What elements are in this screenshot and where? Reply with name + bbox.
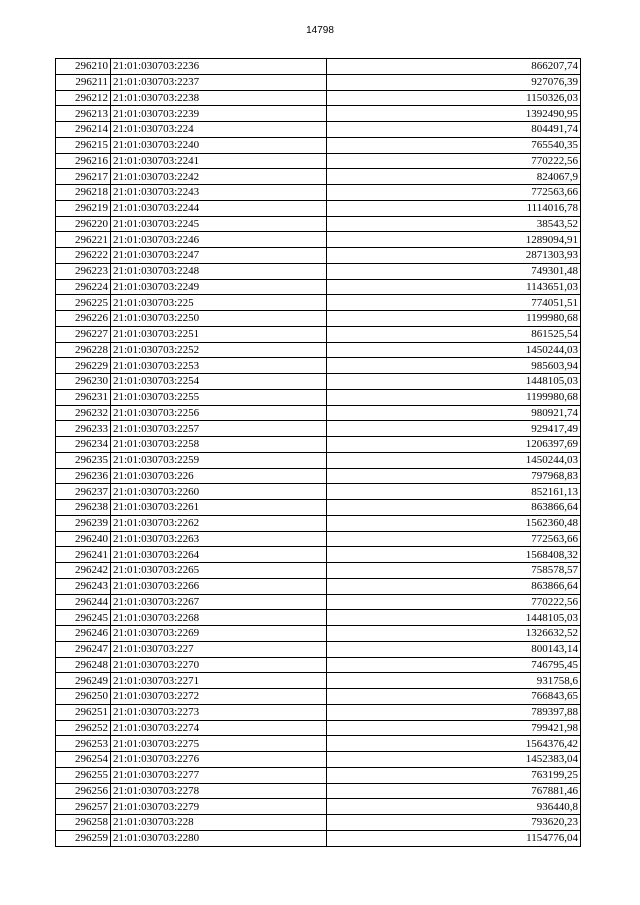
- cadastral-value: 1450244,03: [327, 342, 581, 358]
- table-row: [56, 484, 581, 500]
- row-number: 296258: [56, 815, 111, 831]
- table-row: [56, 452, 581, 468]
- table-row: [56, 783, 581, 799]
- cadastral-number: 21:01:030703:2278: [111, 783, 327, 799]
- page-number: 14798: [306, 25, 334, 36]
- table-row: [56, 389, 581, 405]
- cadastral-value: 38543,52: [327, 216, 581, 232]
- cadastral-value: 1150326,03: [327, 90, 581, 106]
- table-row: [56, 767, 581, 783]
- cadastral-number: 21:01:030703:228: [111, 815, 327, 831]
- cadastral-value: 797968,83: [327, 468, 581, 484]
- cadastral-number: 21:01:030703:2242: [111, 169, 327, 185]
- cadastral-value: 985603,94: [327, 358, 581, 374]
- row-number: 296227: [56, 326, 111, 342]
- row-number: 296248: [56, 657, 111, 673]
- table-row: [56, 106, 581, 122]
- row-number: 296226: [56, 311, 111, 327]
- table-row: [56, 547, 581, 563]
- cadastral-value: 1326632,52: [327, 626, 581, 642]
- row-number: 296238: [56, 500, 111, 516]
- cadastral-number: 21:01:030703:2239: [111, 106, 327, 122]
- table-row: [56, 342, 581, 358]
- cadastral-value: 770222,56: [327, 594, 581, 610]
- row-number: 296221: [56, 232, 111, 248]
- cadastral-number: 21:01:030703:224: [111, 122, 327, 138]
- cadastral-number: 21:01:030703:2277: [111, 767, 327, 783]
- table-row: [56, 736, 581, 752]
- row-number: 296254: [56, 752, 111, 768]
- cadastral-number: 21:01:030703:2237: [111, 74, 327, 90]
- cadastral-number: 21:01:030703:2252: [111, 342, 327, 358]
- row-number: 296224: [56, 279, 111, 295]
- cadastral-value: 1206397,69: [327, 437, 581, 453]
- table-row: [56, 815, 581, 831]
- table-row: [56, 720, 581, 736]
- cadastral-value: 936440,8: [327, 799, 581, 815]
- table-row: [56, 437, 581, 453]
- cadastral-value: 800143,14: [327, 641, 581, 657]
- table-row: [56, 295, 581, 311]
- cadastral-number: 21:01:030703:225: [111, 295, 327, 311]
- table-row: [56, 405, 581, 421]
- row-number: 296229: [56, 358, 111, 374]
- cadastral-number: 21:01:030703:2273: [111, 704, 327, 720]
- row-number: 296216: [56, 153, 111, 169]
- cadastral-value: 1564376,42: [327, 736, 581, 752]
- row-number: 296220: [56, 216, 111, 232]
- table-row: [56, 500, 581, 516]
- table-row: [56, 673, 581, 689]
- cadastral-value: 772563,66: [327, 531, 581, 547]
- row-number: 296240: [56, 531, 111, 547]
- cadastral-number: 21:01:030703:2267: [111, 594, 327, 610]
- cadastral-value: 1450244,03: [327, 452, 581, 468]
- table-row: [56, 374, 581, 390]
- cadastral-value: 2871303,93: [327, 248, 581, 264]
- row-number: 296218: [56, 185, 111, 201]
- cadastral-number: 21:01:030703:2280: [111, 830, 327, 846]
- table-row: [56, 153, 581, 169]
- table-row: [56, 200, 581, 216]
- row-number: 296256: [56, 783, 111, 799]
- cadastral-number: 21:01:030703:2258: [111, 437, 327, 453]
- cadastral-value: 1289094,91: [327, 232, 581, 248]
- cadastral-number: 21:01:030703:2275: [111, 736, 327, 752]
- cadastral-value: 758578,57: [327, 563, 581, 579]
- table-row: [56, 799, 581, 815]
- row-number: 296214: [56, 122, 111, 138]
- cadastral-number: 21:01:030703:2255: [111, 389, 327, 405]
- cadastral-value: 980921,74: [327, 405, 581, 421]
- table-row: [56, 248, 581, 264]
- cadastral-value: 863866,64: [327, 500, 581, 516]
- cadastral-value: 766843,65: [327, 689, 581, 705]
- cadastral-value: 1562360,48: [327, 515, 581, 531]
- cadastral-value: 1199980,68: [327, 389, 581, 405]
- cadastral-number: 21:01:030703:2253: [111, 358, 327, 374]
- cadastral-number: 21:01:030703:2240: [111, 137, 327, 153]
- cadastral-number: 21:01:030703:2245: [111, 216, 327, 232]
- row-number: 296250: [56, 689, 111, 705]
- cadastral-number: 21:01:030703:226: [111, 468, 327, 484]
- cadastral-value: 1568408,32: [327, 547, 581, 563]
- cadastral-number: 21:01:030703:2236: [111, 59, 327, 75]
- cadastral-number: 21:01:030703:2263: [111, 531, 327, 547]
- table-row: [56, 468, 581, 484]
- row-number: 296259: [56, 830, 111, 846]
- row-number: 296234: [56, 437, 111, 453]
- cadastral-value: 1448105,03: [327, 610, 581, 626]
- table-row: [56, 704, 581, 720]
- cadastral-value: 866207,74: [327, 59, 581, 75]
- cadastral-value: 772563,66: [327, 185, 581, 201]
- row-number: 296210: [56, 59, 111, 75]
- cadastral-number: 21:01:030703:2260: [111, 484, 327, 500]
- cadastral-value: 852161,13: [327, 484, 581, 500]
- cadastral-value: 767881,46: [327, 783, 581, 799]
- cadastral-value: 1114016,78: [327, 200, 581, 216]
- row-number: 296245: [56, 610, 111, 626]
- table-row: [56, 421, 581, 437]
- cadastral-value: 824067,9: [327, 169, 581, 185]
- row-number: 296228: [56, 342, 111, 358]
- row-number: 296247: [56, 641, 111, 657]
- cadastral-number: 21:01:030703:2251: [111, 326, 327, 342]
- table-row: [56, 122, 581, 138]
- table-row: [56, 326, 581, 342]
- cadastral-value: 770222,56: [327, 153, 581, 169]
- row-number: 296249: [56, 673, 111, 689]
- row-number: 296253: [56, 736, 111, 752]
- cadastral-number: 21:01:030703:2257: [111, 421, 327, 437]
- cadastral-number: 21:01:030703:2256: [111, 405, 327, 421]
- cadastral-value: 1452383,04: [327, 752, 581, 768]
- row-number: 296237: [56, 484, 111, 500]
- cadastral-number: 21:01:030703:2248: [111, 263, 327, 279]
- cadastral-value: 861525,54: [327, 326, 581, 342]
- cadastral-number: 21:01:030703:2269: [111, 626, 327, 642]
- cadastral-value: 774051,51: [327, 295, 581, 311]
- cadastral-value: 765540,35: [327, 137, 581, 153]
- row-number: 296246: [56, 626, 111, 642]
- table-row: [56, 515, 581, 531]
- cadastral-number: 21:01:030703:2265: [111, 563, 327, 579]
- cadastral-value: 1199980,68: [327, 311, 581, 327]
- table-row: [56, 563, 581, 579]
- row-number: 296251: [56, 704, 111, 720]
- cadastral-number: 21:01:030703:2249: [111, 279, 327, 295]
- cadastral-number: 21:01:030703:2274: [111, 720, 327, 736]
- row-number: 296241: [56, 547, 111, 563]
- row-number: 296222: [56, 248, 111, 264]
- table-row: [56, 137, 581, 153]
- cadastral-value: 1154776,04: [327, 830, 581, 846]
- cadastral-number: 21:01:030703:227: [111, 641, 327, 657]
- cadastral-value: 1143651,03: [327, 279, 581, 295]
- cadastral-value: 863866,64: [327, 578, 581, 594]
- cadastral-number: 21:01:030703:2250: [111, 311, 327, 327]
- cadastral-value: 804491,74: [327, 122, 581, 138]
- cadastral-number: 21:01:030703:2246: [111, 232, 327, 248]
- cadastral-value: 1392490,95: [327, 106, 581, 122]
- cadastral-number: 21:01:030703:2262: [111, 515, 327, 531]
- cadastral-number: 21:01:030703:2243: [111, 185, 327, 201]
- cadastral-number: 21:01:030703:2247: [111, 248, 327, 264]
- cadastral-number: 21:01:030703:2266: [111, 578, 327, 594]
- table-row: [56, 641, 581, 657]
- row-number: 296257: [56, 799, 111, 815]
- table-row: [56, 657, 581, 673]
- table-row: [56, 752, 581, 768]
- cadastral-value: 749301,48: [327, 263, 581, 279]
- row-number: 296232: [56, 405, 111, 421]
- table-row: [56, 626, 581, 642]
- cadastral-value: 1448105,03: [327, 374, 581, 390]
- row-number: 296213: [56, 106, 111, 122]
- cadastral-number: 21:01:030703:2268: [111, 610, 327, 626]
- row-number: 296244: [56, 594, 111, 610]
- cadastral-number: 21:01:030703:2244: [111, 200, 327, 216]
- cadastral-number: 21:01:030703:2279: [111, 799, 327, 815]
- cadastral-value: 927076,39: [327, 74, 581, 90]
- table-row: [56, 74, 581, 90]
- cadastral-value: 746795,45: [327, 657, 581, 673]
- cadastral-number: 21:01:030703:2271: [111, 673, 327, 689]
- cadastral-number: 21:01:030703:2276: [111, 752, 327, 768]
- row-number: 296225: [56, 295, 111, 311]
- cadastral-value: 789397,88: [327, 704, 581, 720]
- row-number: 296223: [56, 263, 111, 279]
- table-row: [56, 531, 581, 547]
- row-number: 296212: [56, 90, 111, 106]
- table-body: [56, 59, 581, 847]
- cadastral-number: 21:01:030703:2259: [111, 452, 327, 468]
- table-row: [56, 311, 581, 327]
- cadastral-number: 21:01:030703:2241: [111, 153, 327, 169]
- cadastral-number: 21:01:030703:2264: [111, 547, 327, 563]
- table-row: [56, 610, 581, 626]
- cadastral-value: 763199,25: [327, 767, 581, 783]
- table-row: [56, 232, 581, 248]
- table-row: [56, 90, 581, 106]
- table-row: [56, 689, 581, 705]
- row-number: 296239: [56, 515, 111, 531]
- table-row: [56, 578, 581, 594]
- cadastral-value: 931758,6: [327, 673, 581, 689]
- table-row: [56, 358, 581, 374]
- cadastral-number: 21:01:030703:2254: [111, 374, 327, 390]
- row-number: 296243: [56, 578, 111, 594]
- row-number: 296211: [56, 74, 111, 90]
- cadastral-number: 21:01:030703:2238: [111, 90, 327, 106]
- row-number: 296242: [56, 563, 111, 579]
- table-row: [56, 169, 581, 185]
- cadastral-value-table: [55, 58, 581, 847]
- table-row: [56, 263, 581, 279]
- cadastral-value: 793620,23: [327, 815, 581, 831]
- row-number: 296233: [56, 421, 111, 437]
- row-number: 296219: [56, 200, 111, 216]
- cadastral-value: 929417,49: [327, 421, 581, 437]
- cadastral-number: 21:01:030703:2272: [111, 689, 327, 705]
- row-number: 296217: [56, 169, 111, 185]
- row-number: 296235: [56, 452, 111, 468]
- row-number: 296255: [56, 767, 111, 783]
- row-number: 296236: [56, 468, 111, 484]
- table-row: [56, 830, 581, 846]
- table-row: [56, 185, 581, 201]
- cadastral-number: 21:01:030703:2270: [111, 657, 327, 673]
- row-number: 296215: [56, 137, 111, 153]
- cadastral-number: 21:01:030703:2261: [111, 500, 327, 516]
- table-row: [56, 594, 581, 610]
- row-number: 296230: [56, 374, 111, 390]
- table-row: [56, 279, 581, 295]
- cadastral-value: 799421,98: [327, 720, 581, 736]
- table-row: [56, 59, 581, 75]
- table-row: [56, 216, 581, 232]
- row-number: 296231: [56, 389, 111, 405]
- row-number: 296252: [56, 720, 111, 736]
